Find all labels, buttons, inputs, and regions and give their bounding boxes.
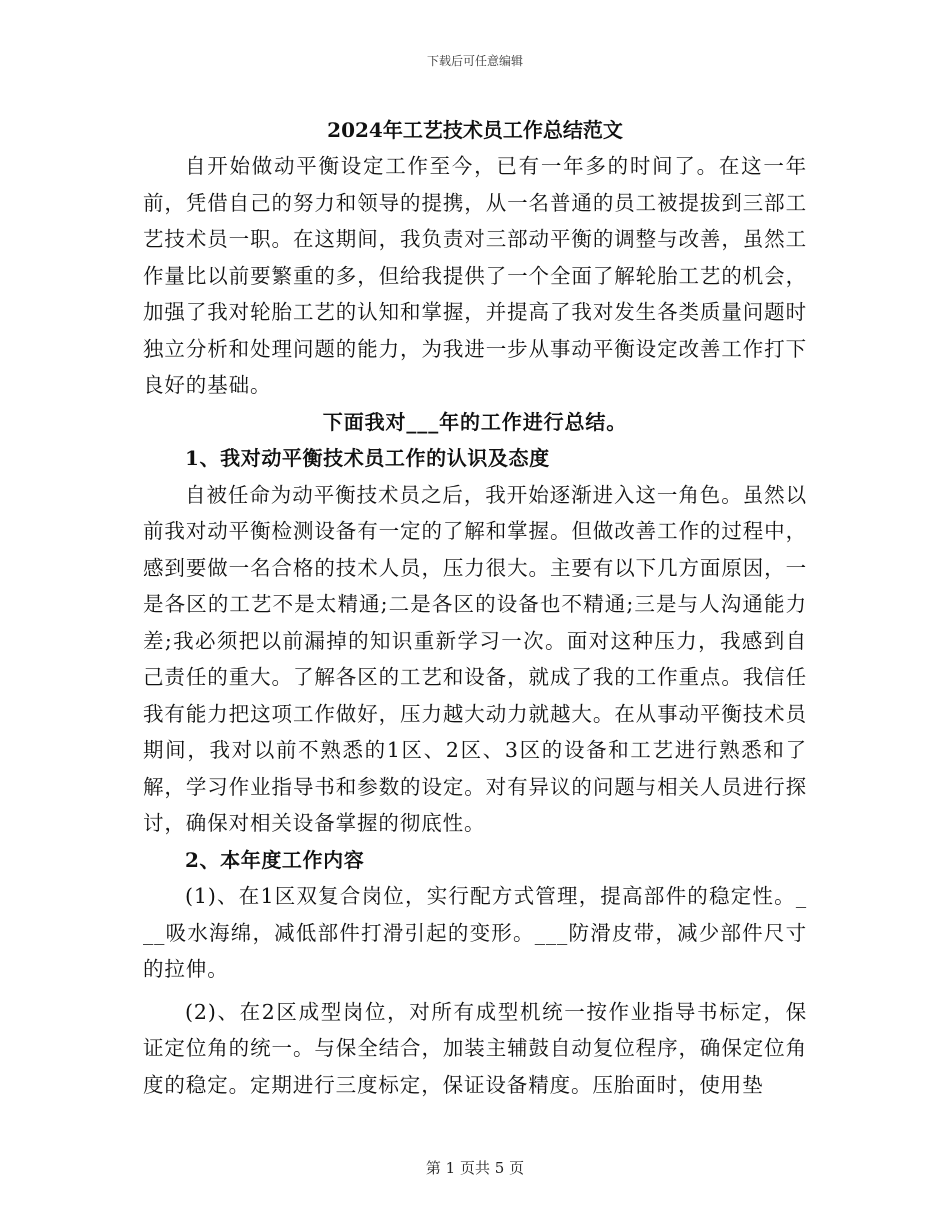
section-2-heading: 2、本年度工作内容 [185, 847, 365, 872]
summary-heading: 下面我对___年的工作进行总结。 [322, 409, 628, 434]
section-2-item-2: (2)、在2区成型岗位，对所有成型机统一按作业指导书标定，保证定位角的统一。与保全结合，加装主辅鼓自动复位程序，确保定位角度的稳定。定期进行三度标定，保证设备精度。压胎面时，使用垫 [143, 999, 807, 1097]
page-header: 下载后可任意编辑 [426, 54, 523, 68]
section-2-item-1: (1)、在1区双复合岗位，实行配方式管理，提高部件的稳定性。___吸水海绵，减低部件打滑引起的变形。___防滑皮带，减少部件尺寸的拉伸。 [143, 884, 807, 981]
intro-paragraph: 自开始做动平衡设定工作至今，已有一年多的时间了。在这一年前，凭借自己的努力和领导的提携，从一名普通的员工被提拔到三部工艺技术员一职。在这期间，我负责对三部动平衡的调整与改善，虽然工作量比以前要繁重的多，但给我提供了一个全面了解轮胎工艺的机会，加强了我对轮胎工艺的认知和掌握，并提高了我对发生各类质量问题时独立分析和处理问题的能力，为我进一步从事动平衡设定改善工作打下良好的基础。 [143, 154, 807, 397]
page-number: 第 1 页共 5 页 [425, 1159, 525, 1177]
document-body [143, 112, 807, 1103]
document-title: 2024年工艺技术员工作总结范文 [327, 118, 623, 142]
section-1-heading: 1、我对动平衡技术员工作的认识及态度 [185, 446, 550, 470]
section-1-paragraph: 自被任命为动平衡技术员之后，我开始逐渐进入这一角色。虽然以前我对动平衡检测设备有一定的了解和掌握。但做改善工作的过程中，感到要做一名合格的技术人员，压力很大。主要有以下几方面原因，一是各区的工艺不是太精通;二是各区的设备也不精通;三是与人沟通能力差;我必须把以前漏掉的知识重新学习一次。面对这种压力，我感到自己责任的重大。了解各区的工艺和设备，就成了我的工作重点。我信任我有能力把这项工作做好，压力越大动力就越大。在从事动平衡技术员期间，我对以前不熟悉的1区、2区、3区的设备和工艺进行熟悉和了解，学习作业指导书和参数的设定。对有异议的问题与相关人员进行探讨，确保对相关设备掌握的彻底性。 [143, 482, 807, 835]
